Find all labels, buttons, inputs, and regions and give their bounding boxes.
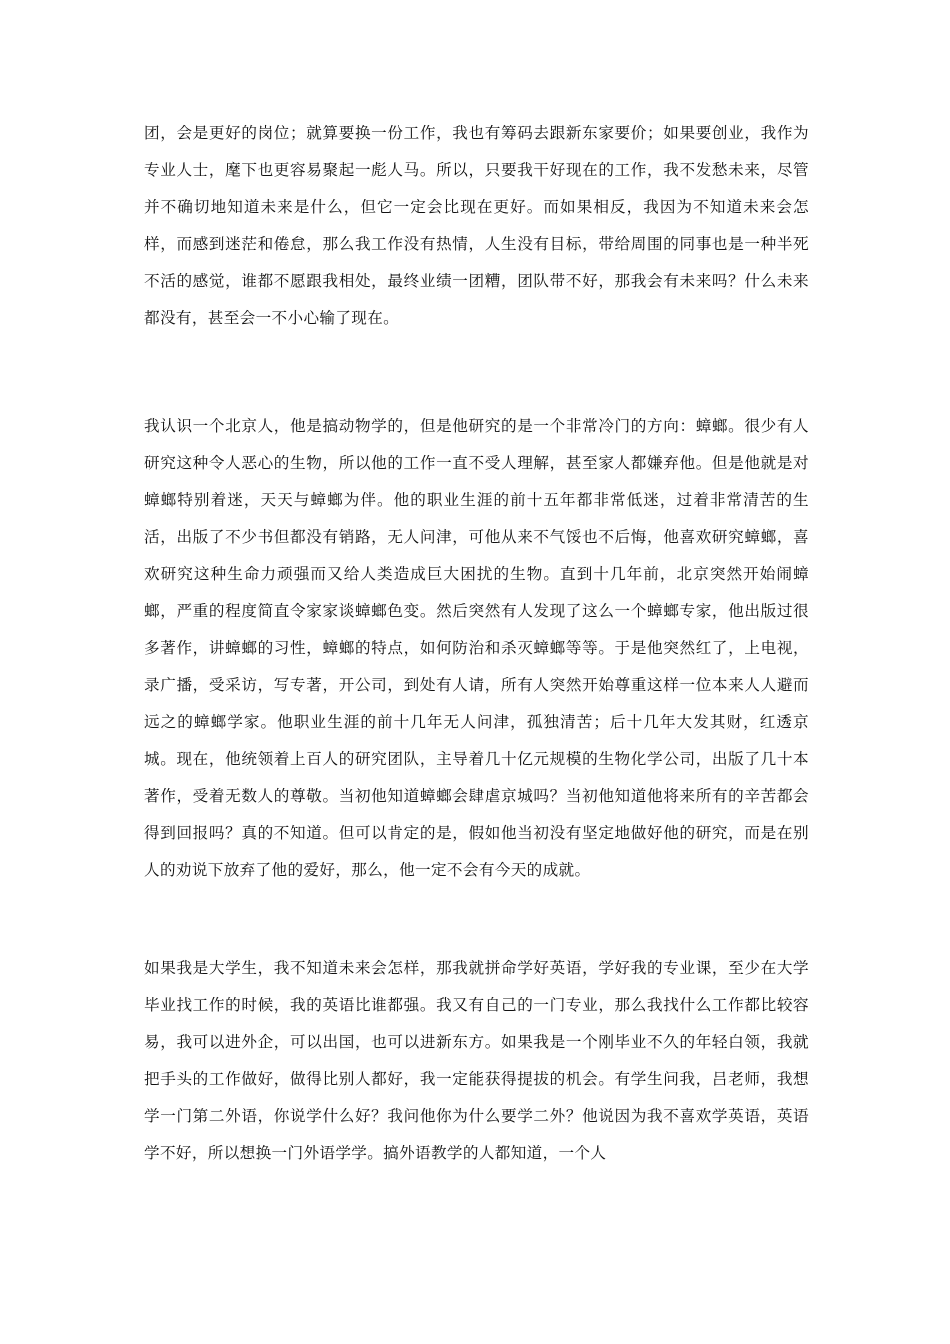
paragraph-student-advice: 如果我是大学生，我不知道未来会怎样，那我就拼命学好英语，学好我的专业课，至少在大学毕业找工作的时候，我的英语比谁都强。我又有自己的一门专业，那么我找什么工作都比较容易，我可以进外企，可以出国，也可以进新东方。如果我是一个刚毕业不久的年轻白领，我就把手头的工作做好，做得比别人都好，我一定能获得提拔的机会。有学生问我，吕老师，我想学一门第二外语，你说学什么好？我问他你为什么要学二外？他说因为我不喜欢学英语，英语学不好，所以想换一门外语学学。搞外语教学的人都知道，一个人 [144,959,809,1162]
paragraph-career-future: 团，会是更好的岗位；就算要换一份工作，我也有筹码去跟新东家要价；如果要创业，我作为专业人士，麾下也更容易聚起一彪人马。所以，只要我干好现在的工作，我不发愁未来，尽管并不确切地知道未来是什么，但它一定会比现在更好。而如果相反，我因为不知道未来会怎样，而感到迷茫和倦怠，那么我工作没有热情，人生没有目标，带给周围的同事也是一种半死不活的感觉，谁都不愿跟我相处，最终业绩一团糟，团队带不好，那我会有未来吗？什么未来都没有，甚至会一不小心输了现在。 [144,124,809,327]
paragraph-cockroach-expert: 我认识一个北京人，他是搞动物学的，但是他研究的是一个非常冷门的方向：蟑螂。很少有人研究这种令人恶心的生物，所以他的工作一直不受人理解，甚至家人都嫌弃他。但是他就是对蟑螂特别着迷，天天与蟑螂为伴。他的职业生涯的前十五年都非常低迷，过着非常清苦的生活，出版了不少书但都没有销路，无人问津，可他从来不气馁也不后悔，他喜欢研究蟑螂，喜欢研究这种生命力顽强而又给人类造成巨大困扰的生物。直到十几年前，北京突然开始闹蟑螂，严重的程度简直令家家谈蟑螂色变。然后突然有人发现了这么一个蟑螂专家，他出版过很多著作，讲蟑螂的习性，蟑螂的特点，如何防治和杀灭蟑螂等等。于是他突然红了，上电视，录广播，受采访，写专著，开公司，到处有人请，所有人突然开始尊重这样一位本来人人避而远之的蟑螂学家。他职业生涯的前十几年无人问津，孤独清苦；后十几年大发其财，红透京城。现在，他统领着上百人的研究团队，主导着几十亿元规模的生物化学公司，出版了几十本著作，受着无数人的尊敬。当初他知道蟑螂会肆虐京城吗？当初他知道他将来所有的辛苦都会得到回报吗？真的不知道。但可以肯定的是，假如他当初没有坚定地做好他的研究，而是在别人的劝说下放弃了他的爱好，那么，他一定不会有今天的成就。 [144,417,809,879]
